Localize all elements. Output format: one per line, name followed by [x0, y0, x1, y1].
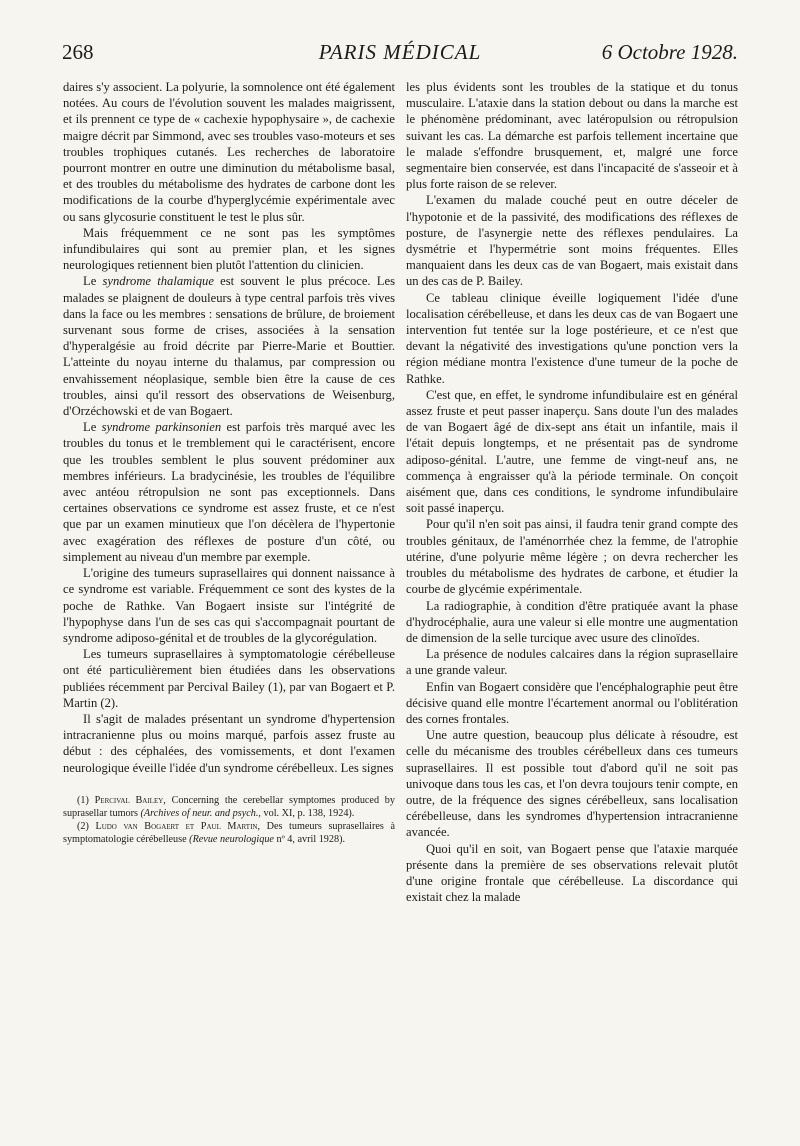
paragraph: Il s'agit de malades présentant un syndrome d'hypertension intracranienne plus ou moins marqué, parfois assez fruste au début : des céphalées, des vomissements, et dont l'examen neurologique éveille l'idée d'un syndrome cérébelleux. Les signes [63, 711, 395, 775]
paragraph: daires s'y associent. La polyurie, la somnolence ont été également notées. Au cours de l'évolution souvent les malades maigrissent, et ils prennent ce type de « cachexie hypophysaire », de cachexie maigre décrit par Simmond, avec ses troubles vaso-moteurs et ses troubles trophiques cutanés. Les recherches de laboratoire pourront montrer en outre une diminution du métabolisme basal, et des troubles du métabolisme des hydrates de carbone dont les modifications de la courbe d'hyperglycémie expérimentale avec ou sans glycosurie constituent le test le plus sûr. [63, 80, 395, 224]
left-column [63, 79, 395, 846]
footnote: (2) Ludo van Bogaert et Paul Martin, Des tumeurs suprasellaires à symptomatologie cérébelleuse (Revue neurologique nº 4, avril 1928). [63, 820, 396, 845]
paragraph: Enfin van Bogaert considère que l'encéphalographie peut être décisive quand elle montre l'écartement anormal ou l'oblitération des cornes frontales. [406, 679, 738, 726]
page-header [62, 40, 738, 70]
paragraph: les plus évidents sont les troubles de la statique et du tonus musculaire. L'ataxie dans la station debout ou dans la marche est le phénomène prédominant, avec latéropulsion ou rétropulsion suivant les cas. La démarche est parfois tellement incertaine que le malade s'effondre brusquement, et, malgré une force segmentaire bien conservée, est dans l'incapacité de s'asseoir et à plus forte raison de se relever. [406, 80, 738, 192]
paragraph: Ce tableau clinique éveille logiquement l'idée d'une localisation cérébelleuse, et dans les deux cas de van Bogaert une intervention fut tentée sur la loge postérieure, et ce n'est que devant la négativité des investigations qu'une ponction vers la région médiane montra l'existence d'une tumeur de la poche de Rathke. [406, 290, 738, 386]
paragraph: La présence de nodules calcaires dans la région suprasellaire a une grande valeur. [406, 647, 738, 678]
paragraph: Mais fréquemment ce ne sont pas les symptômes infundibulaires qui sont au premier plan, et les signes neurologiques retiennent bien plutôt l'attention du clinicien. [63, 225, 395, 273]
footnote: (1) Percival Bailey, Concerning the cerebellar symptomes produced by suprasellar tumors (Archives of neur. and psych., vol. XI, p. 138, 1924). [63, 794, 395, 819]
paragraph: Le syndrome thalamique est souvent le plus précoce. Les malades se plaignent de douleurs à type central parfois très vives dans la face ou les membres : sensations de brûlure, de broiement survenant sous forme de crises, associées à la sensation d'hyperalgésie au froid décrite par Pierre-Marie et Bouttier. L'atteinte du noyau interne du thalamus, par compression ou envahissement néoplasique, semble bien être la cause de ces troubles, ainsi qu'il ressort des observations de Weisenburg, d'Orzéchowski et de van Bogaert. [63, 274, 395, 419]
paragraph: C'est que, en effet, le syndrome infundibulaire est en général assez fruste et peut passer inaperçu. Sans doute l'un des malades de van Bogaert âgé de dix-sept ans était un infantile, mais il l'était depuis longtemps, et ne présentait pas de syndrome adiposo-génital. L'autre, une femme de vingt-neuf ans, ne commença à engraisser qu'à la période terminale. On conçoit aisément que, dans ces conditions, le syndrome infundibulaire soit passé inaperçu. [406, 387, 738, 516]
paragraph: La radiographie, à condition d'être pratiquée avant la phase d'hydrocéphalie, aura une valeur si elle montre une augmentation de dimension de la selle turcique avec usure des clinoïdes. [406, 598, 738, 645]
issue-date: 6 Octobre 1928. [601, 40, 738, 64]
right-column [406, 79, 738, 905]
paragraph: Les tumeurs suprasellaires à symptomatologie cérébelleuse ont été particulièrement bien étudiées dans les observations publiées récemment par Percival Bailey (1), par van Bogaert et P. Martin (2). [63, 647, 395, 710]
emphasis: syndrome thalamique [102, 274, 214, 289]
footnotes [63, 794, 395, 846]
journal-title: PARIS MÉDICAL [318, 40, 482, 64]
paragraph: Quoi qu'il en soit, van Bogaert pense que l'ataxie marquée présente dans la première de ses observations relevait plutôt d'une origine frontale que cérébelleuse. La discordance qui existait chez la malade [406, 841, 738, 905]
paragraph: Le syndrome parkinsonien est parfois très marqué avec les troubles du tonus et le tremblement qui le caractérisent, encore que les troubles semblent le plus souvent prédominer aux membres inférieurs. La bradycinésie, les troubles de l'équilibre avec antéou rétropulsion ne sont pas exceptionnels. Dans certaines observations ce syndrome est assez fruste, et ce n'est que par un examen minutieux que l'on décèlera de l'hypertonie avec exagération des réflexes de posture d'un côté, ou simplement au niveau d'un membre par exemple. [63, 420, 395, 564]
paragraph: L'examen du malade couché peut en outre déceler de l'hypotonie et de la passivité, des modifications des réflexes de posture, de l'asynergie nette des réflexes pendulaires. La dysmétrie et l'hypermétrie sont moins fréquentes. Elles manquaient dans les deux cas de van Bogaert, mais existait dans un des cas de P. Bailey. [406, 193, 738, 289]
emphasis: syndrome parkinsonien [101, 420, 222, 435]
paragraph: Pour qu'il n'en soit pas ainsi, il faudra tenir grand compte des troubles génitaux, de l'aménorrhée chez la femme, de l'atrophie utérine, d'une polyurie même légère ; on devra rechercher les troubles du métabolisme des hydrates de carbone, et étudier la courbe de glycémie expérimentale. [406, 517, 738, 597]
paragraph: L'origine des tumeurs suprasellaires qui donnent naissance à ce syndrome est variable. Fréquemment ce sont des kystes de la poche de Rathke. Van Bogaert insiste sur l'intégrité de l'hypophyse dans l'un de ses cas qui s'accompagnait pourtant de syndrome adiposo-génital et de troubles de la glycorégulation. [63, 566, 395, 645]
page-number: 268 [62, 40, 94, 64]
paragraph: Une autre question, beaucoup plus délicate à résoudre, est celle du mécanisme des troubles cérébelleux dans ces tumeurs suprasellaires. Il est possible tout d'abord qu'il ne soit pas univoque dans tous les cas, et l'on devra toujours tenir compte, en outre, de la fréquence des signes cérébelleux, sans localisation cérébelleuse, dans les syndromes d'hypertension intracranienne avancée. [406, 728, 738, 840]
